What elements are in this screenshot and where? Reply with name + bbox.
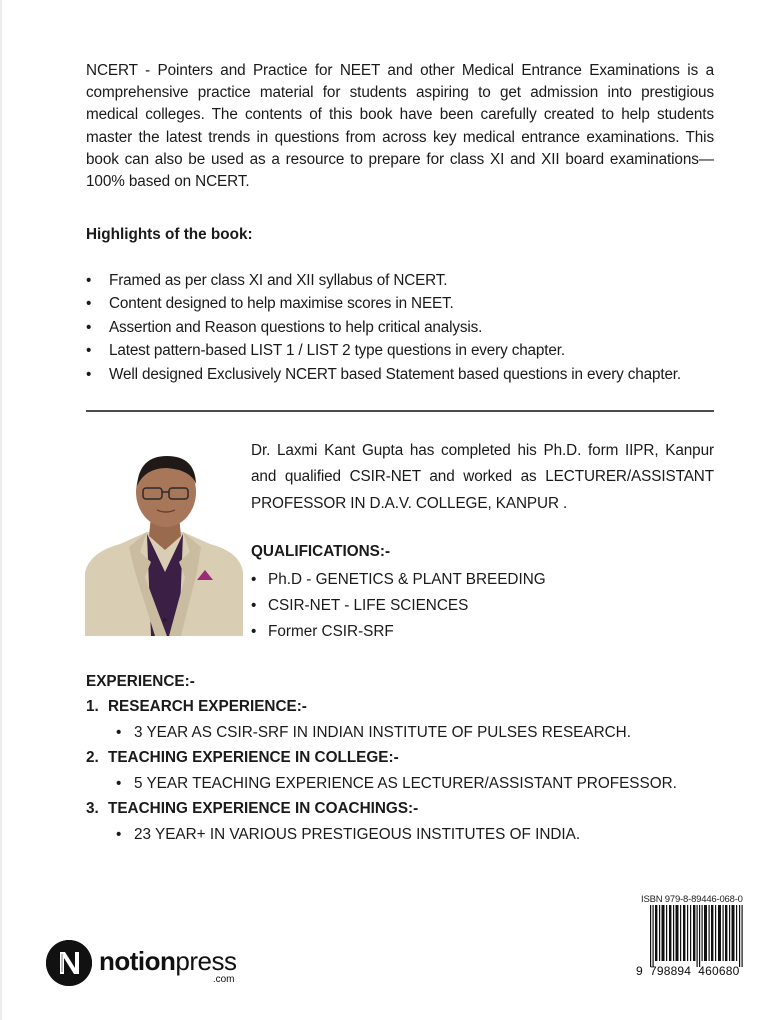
qualifications-heading: QUALIFICATIONS:- [251,543,391,560]
barcode-digits: 9 798894 460680 [636,964,740,978]
bullet-icon: • [86,318,92,336]
experience-section [86,698,631,741]
notionpress-wordmark [99,945,237,985]
highlight-item [86,316,726,339]
experience-section-heading [86,698,307,716]
highlight-text: Content designed to help maximise scores in NEET. [109,295,454,313]
experience-text: 23 YEAR+ IN VARIOUS PRESTIGEOUS INSTITUTES OF INDIA. [134,826,581,843]
experience-text: 5 YEAR TEACHING EXPERIENCE AS LECTURER/ASSISTANT PROFESSOR. [134,775,677,792]
isbn-barcode [636,894,754,984]
bullet-icon: • [251,571,257,588]
logo-press: press [175,945,237,976]
qualification-text: Ph.D - GENETICS & PLANT BREEDING [268,571,546,588]
highlight-text: Latest pattern-based LIST 1 / LIST 2 type questions in every chapter. [109,342,565,360]
qualification-item [251,593,546,619]
book-description: NCERT - Pointers and Practice for NEET and other Medical Entrance Examinations is a comprehensive practice material for students aspiring to get admission into prestigious medical colleges. The contents of this book have been carefully created to help students master the latest trends in questions from across key medical entrance examinations. This book can also be used as a resource to prepare for class XI and XII board examinations—100% based on NCERT. [86,62,714,191]
qualification-item [251,567,546,593]
bullet-icon: • [251,622,257,640]
bullet-icon: • [86,342,92,360]
experience-text: 3 YEAR AS CSIR-SRF IN INDIAN INSTITUTE OF PULSES RESEARCH. [134,724,631,741]
highlight-text: Framed as per class XI and XII syllabus of NCERT. [109,272,448,289]
author-portrait-icon [85,452,245,636]
bullet-icon: • [116,826,122,843]
qualification-text: Former CSIR-SRF [268,622,394,640]
highlight-item [86,339,726,362]
qualification-text: CSIR-NET - LIFE SCIENCES [268,596,469,614]
bullet-icon: • [86,272,92,289]
notionpress-n-icon [46,940,92,986]
experience-section-heading [86,800,418,818]
highlight-item [86,269,726,292]
qualification-item [251,619,546,645]
qualifications-list [251,567,546,644]
author-photo [85,452,245,636]
highlights-list [86,269,726,386]
bullet-icon: • [86,365,92,383]
notionpress-logo [46,939,237,987]
barcode-icon [650,905,746,967]
section-number: 2. [86,749,99,766]
section-title: RESEARCH EXPERIENCE:- [108,698,307,715]
bullet-icon: • [116,775,122,792]
highlight-text: Assertion and Reason questions to help critical analysis. [109,318,483,336]
experience-section [86,800,581,843]
page-edge [0,0,2,1020]
section-divider [86,410,714,412]
experience-section [86,749,677,792]
section-number: 1. [86,698,99,715]
highlight-item [86,363,726,386]
logo-notion: notion [99,945,176,976]
highlights-heading: Highlights of the book: [86,226,253,243]
experience-item [116,724,631,742]
experience-heading: EXPERIENCE:- [86,673,195,690]
bullet-icon: • [86,295,92,313]
section-title: TEACHING EXPERIENCE IN COACHINGS:- [108,800,419,817]
section-number: 3. [86,800,99,817]
logo-domain: .com [212,973,235,985]
bullet-icon: • [251,596,257,614]
experience-item [116,775,677,793]
section-title: TEACHING EXPERIENCE IN COLLEGE:- [108,749,399,766]
experience-section-heading [86,749,399,767]
highlight-text: Well designed Exclusively NCERT based Statement based questions in every chapter. [109,365,682,383]
author-bio: Dr. Laxmi Kant Gupta has completed his Ph.D. form IIPR, Kanpur and qualified CSIR-NET and worked as LECTURER/ASSISTANT PROFESSOR IN D.A.V. COLLEGE, KANPUR . [251,442,714,512]
isbn-label: ISBN 979-8-89446-068-0 [641,894,743,905]
bullet-icon: • [116,724,122,741]
highlight-item [86,292,726,315]
experience-item [116,826,580,844]
